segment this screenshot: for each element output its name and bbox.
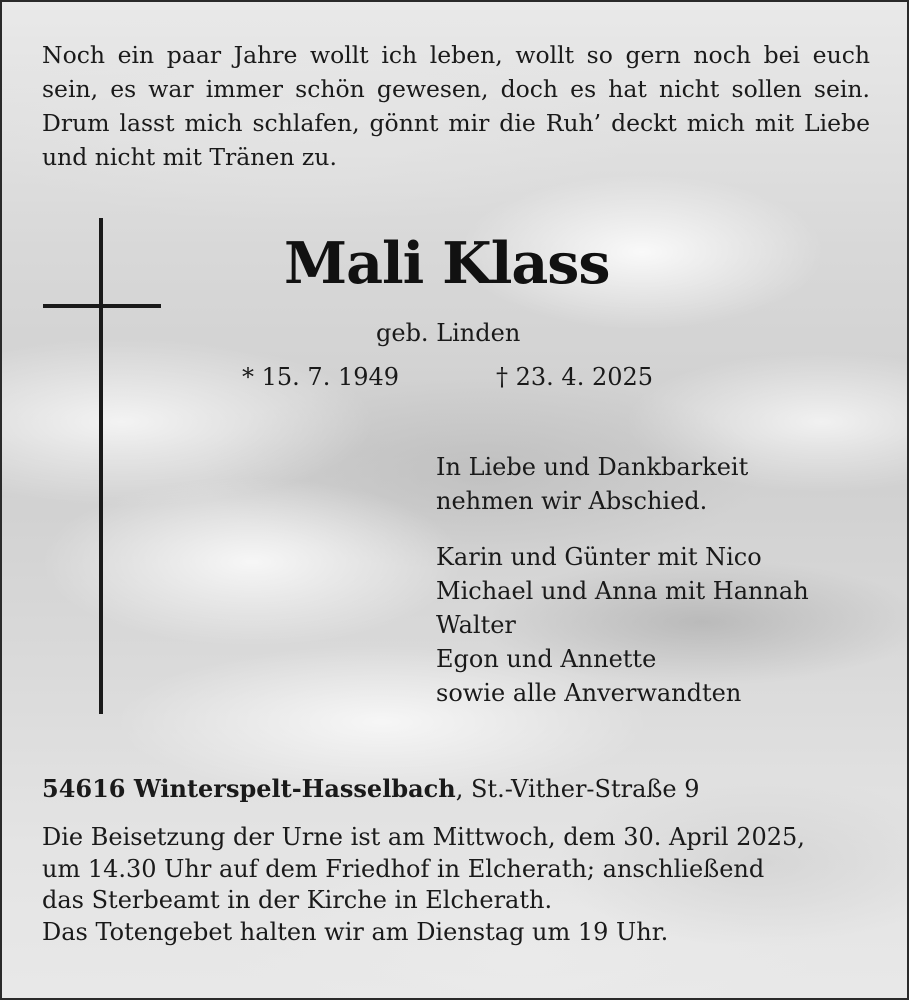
notice-line: Das Totengebet halten wir am Dienstag um 19 Uhr. [42, 917, 669, 946]
address-place: 54616 Winterspelt-Hasselbach [42, 774, 456, 803]
cross-horizontal-bar [43, 304, 161, 308]
birth-date: * 15. 7. 1949 [242, 363, 400, 391]
mourner-line: Karin und Günter mit Nico [436, 543, 762, 571]
death-date: † 23. 4. 2025 [496, 363, 654, 391]
mourners-list [436, 540, 809, 710]
mourner-line: Egon und Annette [436, 645, 657, 673]
mourner-line: sowie alle Anverwandten [436, 679, 742, 707]
cross-vertical-bar [99, 218, 103, 714]
farewell-line: In Liebe und Dankbarkeit [436, 453, 749, 481]
deceased-name: Mali Klass [284, 230, 610, 297]
funeral-notice [42, 822, 805, 948]
notice-line: um 14.30 Uhr auf dem Friedhof in Elcherath; anschließend [42, 854, 765, 883]
mourner-line: Michael und Anna mit Hannah [436, 577, 809, 605]
mourner-line: Walter [436, 611, 516, 639]
address-street: , St.-Vither-Straße 9 [455, 775, 700, 803]
notice-line: Die Beisetzung der Urne ist am Mittwoch, dem 30. April 2025, [42, 823, 805, 851]
family-address [42, 772, 700, 806]
farewell-text [436, 450, 748, 518]
memorial-verse: Noch ein paar Jahre wollt ich leben, wollt so gern noch bei euch sein, es war immer schön gewesen, doch es hat nicht sollen sein. Drum lasst mich schlafen, gönnt mir die Ruh’ deckt mich mit Liebe und nicht mit Tränen zu. [42, 41, 870, 171]
farewell-line: nehmen wir Abschied. [436, 487, 708, 515]
maiden-name: geb. Linden [376, 319, 521, 347]
notice-line: das Sterbeamt in der Kirche in Elcherath. [42, 886, 553, 914]
